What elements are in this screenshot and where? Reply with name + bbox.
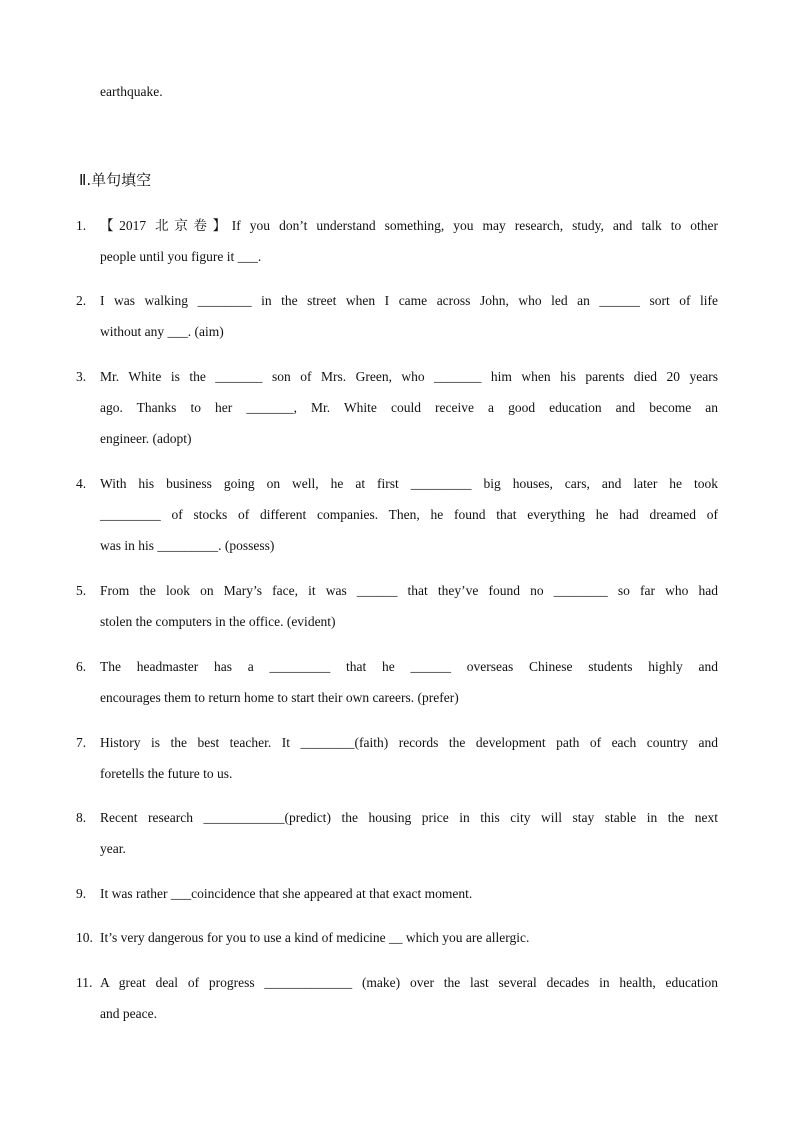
previous-page-fragment: earthquake. (100, 84, 163, 99)
question-line: people until you figure it ___. (100, 249, 262, 264)
question-item (76, 802, 718, 864)
question-number: 10. (76, 930, 93, 945)
question-line: engineer. (adopt) (100, 431, 192, 446)
question-number: 1. (76, 218, 87, 233)
question-item (76, 967, 718, 1029)
question-line: encourages them to return home to start their own careers. (prefer) (100, 690, 459, 705)
question-number: 4. (76, 476, 87, 491)
question-line: It was rather ___coincidence that she appeared at that exact moment. (100, 886, 473, 901)
question-item (76, 922, 718, 953)
question-number: 8. (76, 810, 87, 825)
question-item (76, 878, 718, 909)
question-number: 11. (76, 975, 93, 990)
question-item (76, 361, 718, 454)
question-line: Mr. White is the _______ son of Mrs. Green, who _______ him when his parents died 20 years (100, 369, 718, 384)
question-line: and peace. (100, 1006, 157, 1021)
question-line: _________ of stocks of different companies. Then, he found that everything he had dreamed of (100, 507, 718, 522)
section-title: Ⅱ.单句填空 (79, 171, 152, 189)
question-line: foretells the future to us. (100, 766, 233, 781)
question-line: History is the best teacher. It ________(faith) records the development path of each country and (100, 735, 718, 750)
question-line: 【2017 北京卷】If you don’t understand something, you may research, study, and talk to other (100, 218, 718, 233)
question-item (76, 727, 718, 789)
question-line: It’s very dangerous for you to use a kind of medicine __ which you are allergic. (100, 930, 530, 945)
question-line: With his business going on well, he at first _________ big houses, cars, and later he took (100, 476, 718, 491)
question-line: Recent research ____________(predict) the housing price in this city will stay stable in the next (100, 810, 718, 825)
question-line: year. (100, 841, 126, 856)
question-number: 5. (76, 583, 87, 598)
question-item (76, 651, 718, 713)
question-line: was in his _________. (possess) (100, 538, 275, 553)
question-line: From the look on Mary’s face, it was ______ that they’ve found no ________ so far who had (100, 583, 718, 598)
question-item (76, 210, 718, 272)
question-number: 6. (76, 659, 87, 674)
question-item (76, 285, 718, 347)
question-number: 2. (76, 293, 87, 308)
question-line: ago. Thanks to her _______, Mr. White could receive a good education and become an (100, 400, 718, 415)
question-number: 3. (76, 369, 87, 384)
question-number: 7. (76, 735, 87, 750)
question-item (76, 468, 718, 561)
question-line: stolen the computers in the office. (evident) (100, 614, 336, 629)
question-line: I was walking ________ in the street when I came across John, who led an ______ sort of life (100, 293, 718, 308)
question-line: The headmaster has a _________ that he ______ overseas Chinese students highly and (100, 659, 718, 674)
question-item (76, 575, 718, 637)
question-line: A great deal of progress _____________ (make) over the last several decades in health, education (100, 975, 718, 990)
question-line: without any ___. (aim) (100, 324, 224, 339)
question-number: 9. (76, 886, 87, 901)
